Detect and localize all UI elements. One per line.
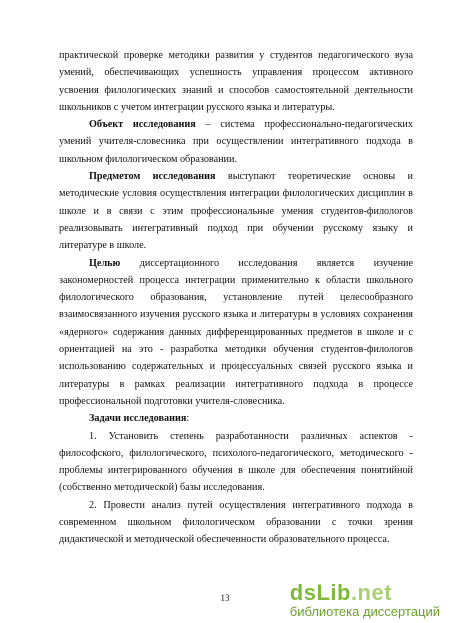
watermark-tagline: библиотека диссертаций	[289, 604, 440, 619]
paragraph-lead: Объект исследования	[89, 119, 196, 131]
watermark	[290, 582, 440, 619]
watermark-logo-net: .net	[350, 580, 393, 605]
paragraph-text: практической проверке методики развития у студентов педагогического вуза умений, обеспечивающих успешность управления процессом активного усвоения филологических знаний и способов самостоятельной деятельности школьников с учетом интеграции русского языка и литературы.	[59, 50, 413, 113]
paragraph-lead: Задачи исследования	[89, 413, 187, 425]
paragraph-subject	[59, 168, 413, 254]
body-text	[59, 47, 413, 549]
paragraph-text: 1. Установить степень разработанности различных аспектов - философского, филологического, психолого-педагогического, методического - проблемы интегрированного обучения в школе для обеспечения понятийной (собственно методической) базы исследования.	[59, 430, 413, 494]
paragraph-text: выступают теоретические основы и методические условия осуществления интеграции филологических дисциплин в школе и в связи с этим профессиональные умения студентов-филологов реализовывать интегративный подход при обучении русскому языку и литературе в школе.	[59, 171, 414, 252]
page-number: 13	[220, 593, 230, 603]
watermark-logo	[290, 582, 440, 604]
paragraph-goal	[59, 255, 413, 411]
watermark-logo-ds: ds	[289, 580, 317, 605]
paragraph-lead: Предметом исследования	[89, 171, 216, 183]
paragraph-tasks-heading	[59, 410, 413, 427]
paragraph-text: 2. Провести анализ путей осуществления интегративного подхода в современном школьном филологическом образовании с точки зрения дидактической и методической обеспеченности образовательного процесса.	[59, 499, 413, 546]
paragraph-text: – система профессионально-педагогических умений учителя-словесника при осуществлении интегративного подхода в школьном филологическом образовании.	[59, 119, 413, 165]
paragraph-text: :	[186, 413, 190, 425]
watermark-logo-lib: Lib	[316, 580, 351, 605]
paragraph	[59, 47, 413, 116]
paragraph-lead: Целью	[89, 257, 121, 269]
paragraph-object	[59, 116, 413, 168]
paragraph-text: диссертационного исследования является изучение закономерностей процесса интеграции применительно к области школьного филологического образования, установление путей целесообразного взаимосвязанного изучения русского языка и литературы в условиях сохранения «ядерного» содержания данных дифференцированных предметов в школе и с ориентацией на это - разработка методики обучения студентов-филологов использованию содержательных и процессуальных связей русского языка и литературы в рамках реализации интегративного подхода в процессе профессиональной подготовки учителя-словесника.	[59, 257, 413, 407]
paragraph-task-2	[59, 497, 413, 549]
paragraph-task-1	[59, 428, 413, 497]
